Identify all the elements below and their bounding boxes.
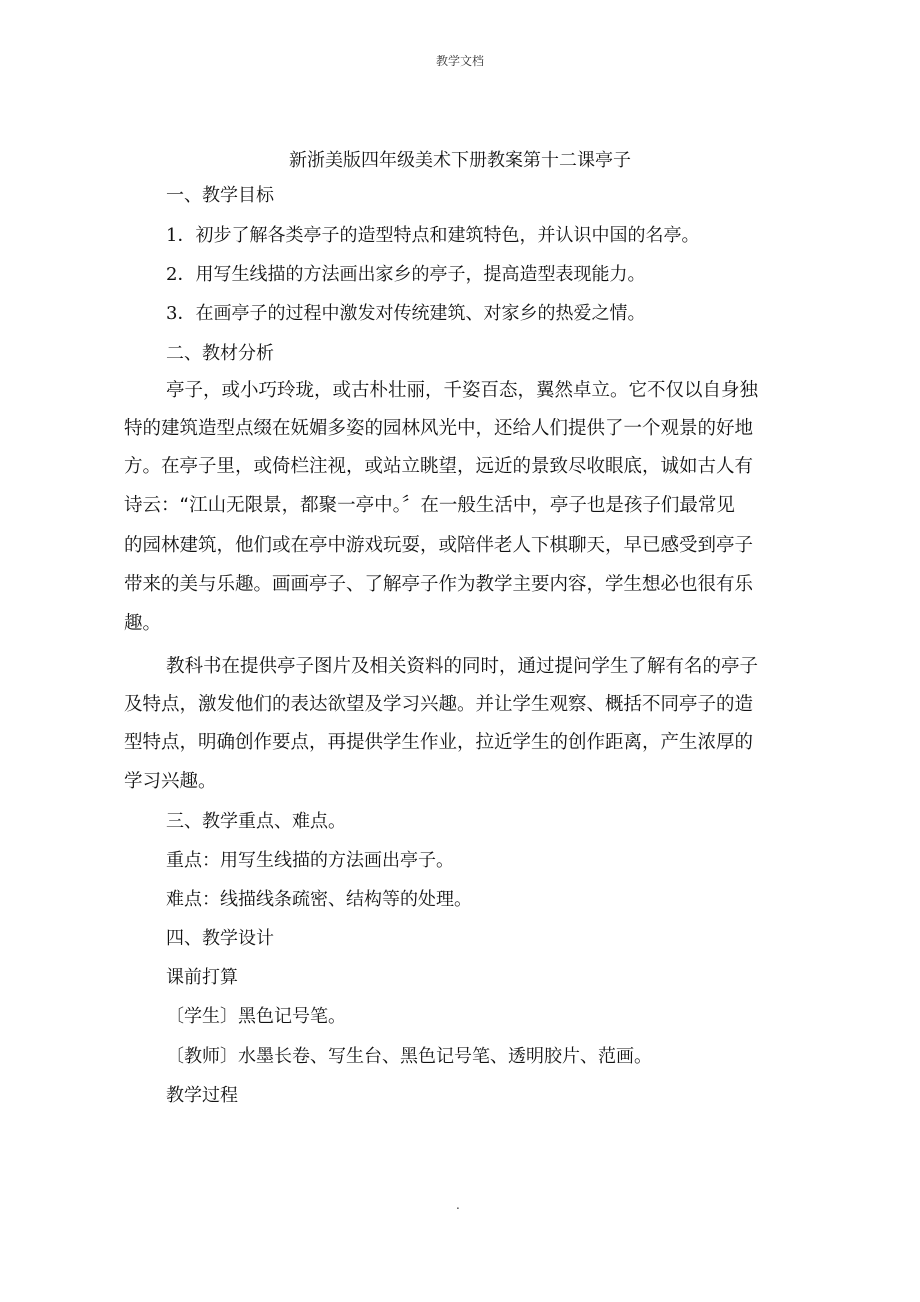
analysis-paragraph-2-line: 教科书在提供亭子图片及相关资料的同时，通过提问学生了解有名的亭子 (166, 656, 759, 677)
key-point-text: 重点：用写生线描的方法画出亭子。 (166, 850, 454, 871)
section-heading-analysis: 二、教材分析 (166, 343, 274, 364)
document-title: 新浙美版四年级美术下册教案第十二课亭子 (289, 150, 631, 171)
analysis-paragraph-1-line: 带来的美与乐趣。画画亭子、了解亭子作为教学主要内容，学生想必也很有乐 (124, 574, 754, 595)
analysis-paragraph-1-line: 诗云：“江山无限景，都聚一亭中。〞在一般生活中，亭子也是孩子们最常见 (124, 495, 735, 516)
analysis-paragraph-1-line: 的园林建筑，他们或在亭中游戏玩耍，或陪伴老人下棋聊天，早已感受到亭子 (124, 535, 754, 556)
analysis-paragraph-2-line: 型特点，明确创作要点，再提供学生作业，拉近学生的创作距离，产生浓厚的 (124, 732, 754, 753)
preparation-heading: 课前打算 (166, 967, 238, 988)
analysis-paragraph-1-line: 方。在亭子里，或倚栏注视，或站立眺望，远近的景致尽收眼底，诚如古人有 (124, 456, 754, 477)
objective-item-3: 3．在画亭子的过程中激发对传统建筑、对家乡的热爱之情。 (166, 303, 646, 324)
section-heading-key-points: 三、教学重点、难点。 (166, 811, 346, 832)
teacher-materials: 〔教师〕水墨长卷、写生台、黑色记号笔、透明胶片、范画。 (166, 1046, 652, 1067)
page-header-label: 教学文档 (435, 54, 484, 68)
analysis-paragraph-2-line: 及特点，激发他们的表达欲望及学习兴趣。并让学生观察、概括不同亭子的造 (124, 694, 754, 715)
analysis-paragraph-1-line: 特的建筑造型点缀在妩媚多姿的园林风光中，还给人们提供了一个观景的好地 (124, 418, 754, 439)
analysis-paragraph-1-line: 趣。 (124, 613, 162, 634)
footer-mark: . (456, 1198, 460, 1212)
objective-item-1: 1．初步了解各类亭子的造型特点和建筑特色，并认识中国的名亭。 (166, 225, 700, 246)
student-materials: 〔学生〕黑色记号笔。 (166, 1006, 346, 1027)
section-heading-objectives: 一、教学目标 (166, 185, 274, 206)
teaching-process-heading: 教学过程 (166, 1085, 238, 1106)
analysis-paragraph-2-line: 学习兴趣。 (124, 771, 217, 792)
analysis-paragraph-1-line: 亭子，或小巧玲珑，或古朴壮丽，千姿百态，翼然卓立。它不仅以自身独 (166, 380, 759, 401)
objective-item-2: 2．用写生线描的方法画出家乡的亭子，提高造型表现能力。 (166, 264, 646, 285)
difficult-point-text: 难点：线描线条疏密、结构等的处理。 (166, 889, 472, 910)
section-heading-design: 四、教学设计 (166, 928, 274, 949)
